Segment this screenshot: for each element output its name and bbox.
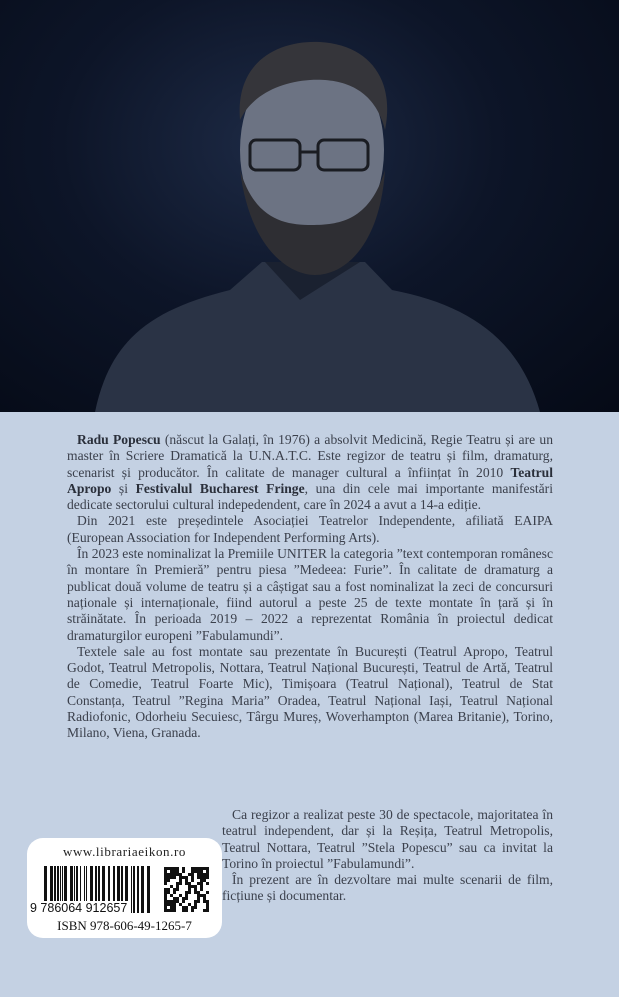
- qr-module: [182, 906, 185, 909]
- qr-module: [191, 870, 194, 873]
- qr-module: [164, 882, 167, 885]
- qr-module: [206, 882, 209, 885]
- qr-module: [194, 891, 197, 894]
- qr-module: [197, 900, 200, 903]
- qr-module: [170, 894, 173, 897]
- bio-paragraph-3: În 2023 este nominalizat la Premiile UNITER la categoria ”text contemporan românesc în montare în Premieră” pentru piesa ”Medeea: Furie”. În calitate de dramaturg a publicat două volume de teatru și a câștigat sau a fost nominalizat la zeci de concursuri naționale și internaționale, fiind autorul a peste 25 de texte montate în țară și în străinătate. În perioada 2019 – 2022 a reprezentat România în proiectul dedicat dramaturgilor europeni ”Fabulamundi”.: [67, 546, 553, 643]
- qr-module: [206, 873, 209, 876]
- qr-module: [182, 867, 185, 870]
- qr-module: [203, 867, 206, 870]
- qr-module: [182, 909, 185, 912]
- author-silhouette: [0, 0, 619, 412]
- qr-module: [167, 903, 170, 906]
- qr-module: [194, 900, 197, 903]
- qr-module: [167, 876, 170, 879]
- qr-module: [167, 900, 170, 903]
- qr-module: [185, 876, 188, 879]
- qr-module: [182, 870, 185, 873]
- qr-module: [200, 879, 203, 882]
- qr-module: [170, 900, 173, 903]
- qr-module: [203, 876, 206, 879]
- qr-module: [203, 900, 206, 903]
- qr-module: [194, 870, 197, 873]
- qr-module: [164, 870, 167, 873]
- qr-module: [185, 879, 188, 882]
- qr-module: [170, 867, 173, 870]
- qr-module: [164, 909, 167, 912]
- qr-module: [173, 906, 176, 909]
- qr-module: [173, 867, 176, 870]
- ean-number: 9 786064 912657: [30, 901, 128, 915]
- qr-module: [191, 876, 194, 879]
- qr-module: [176, 885, 179, 888]
- qr-module: [182, 900, 185, 903]
- qr-module: [176, 888, 179, 891]
- qr-module: [206, 906, 209, 909]
- author-bio-continued: [222, 807, 553, 905]
- qr-module: [191, 885, 194, 888]
- qr-module: [173, 888, 176, 891]
- qr-module: [176, 867, 179, 870]
- qr-module: [173, 873, 176, 876]
- barcode-bar: [133, 866, 135, 913]
- qr-module: [200, 873, 203, 876]
- qr-module: [206, 900, 209, 903]
- qr-module: [179, 882, 182, 885]
- qr-module: [173, 903, 176, 906]
- qr-module: [188, 885, 191, 888]
- isbn: ISBN 978-606-49-1265-7: [57, 918, 192, 933]
- qr-module: [176, 873, 179, 876]
- qr-module: [188, 891, 191, 894]
- qr-module: [176, 870, 179, 873]
- qr-module: [164, 879, 167, 882]
- bio-bold-festival: Festivalul Bucharest Fringe: [135, 480, 305, 496]
- qr-module: [194, 885, 197, 888]
- qr-module: [179, 876, 182, 879]
- qr-module: [164, 867, 167, 870]
- qr-module: [203, 873, 206, 876]
- qr-module: [194, 906, 197, 909]
- qr-module: [173, 909, 176, 912]
- qr-module: [173, 876, 176, 879]
- qr-module: [188, 882, 191, 885]
- qr-module: [194, 867, 197, 870]
- qr-module: [182, 897, 185, 900]
- qr-module: [200, 876, 203, 879]
- author-photo: [0, 0, 619, 412]
- bio-paragraph-1: [67, 432, 553, 513]
- bio-text: , una din cele mai importante manifestări dedicate sectorului cultural indepedendent, care în 2024 a avut a 14-a ediție.: [67, 480, 553, 513]
- qr-module: [206, 876, 209, 879]
- bio-bold-theatre: Teatrul Apropo: [67, 464, 553, 496]
- qr-module: [203, 879, 206, 882]
- qr-module: [200, 882, 203, 885]
- qr-module: [170, 870, 173, 873]
- qr-module: [176, 882, 179, 885]
- qr-module: [185, 906, 188, 909]
- qr-module: [164, 897, 167, 900]
- qr-module: [170, 906, 173, 909]
- qr-module: [185, 909, 188, 912]
- qr-module: [191, 879, 194, 882]
- barcode-bar: [147, 866, 150, 913]
- qr-module: [164, 891, 167, 894]
- qr-module: [179, 879, 182, 882]
- qr-module: [167, 879, 170, 882]
- qr-module: [191, 909, 194, 912]
- qr-module: [167, 909, 170, 912]
- qr-module: [206, 870, 209, 873]
- qr-module: [185, 891, 188, 894]
- bio-text: (născut la Galați, în 1976) a absolvit Medicină, Regie Teatru și are un master în Scriere Dramatică la U.N.A.T.C. Este regizor de teatru și film, dramaturg, scenarist și producător. În calitate de manager cultural a înființat în 2010: [67, 432, 553, 480]
- bio-paragraph-5: Ca regizor a realizat peste 30 de spectacole, majoritatea în teatrul independent, dar și la Reșița, Teatrul Metropolis, Teatrul Nottara, Teatrul ”Stela Popescu” sau ca invitat la Torino în proiectul ”Fabulamundi”.: [222, 807, 553, 871]
- qr-module: [167, 873, 170, 876]
- qr-module: [173, 891, 176, 894]
- qr-module: [173, 900, 176, 903]
- qr-module: [164, 906, 167, 909]
- qr-code-icon: [164, 867, 209, 913]
- qr-module: [167, 888, 170, 891]
- qr-module: [188, 903, 191, 906]
- qr-module: [200, 870, 203, 873]
- qr-module: [164, 903, 167, 906]
- qr-module: [173, 897, 176, 900]
- qr-module: [200, 888, 203, 891]
- author-name: Radu Popescu: [77, 432, 161, 447]
- qr-module: [200, 894, 203, 897]
- qr-module: [170, 873, 173, 876]
- qr-module: [176, 900, 179, 903]
- qr-module: [176, 897, 179, 900]
- qr-module: [164, 888, 167, 891]
- qr-module: [179, 873, 182, 876]
- publisher-url: www.librariaeikon.ro: [62, 844, 187, 859]
- qr-module: [188, 873, 191, 876]
- barcode-bar: [141, 866, 144, 913]
- bio-paragraph-6: În prezent are în dezvoltare mai multe scenarii de film, ficțiune și documentar.: [222, 872, 553, 904]
- qr-module: [188, 888, 191, 891]
- qr-module: [203, 897, 206, 900]
- qr-module: [191, 867, 194, 870]
- qr-module: [200, 867, 203, 870]
- barcode-label: [27, 838, 222, 938]
- qr-module: [203, 909, 206, 912]
- qr-module: [170, 903, 173, 906]
- qr-module: [191, 906, 194, 909]
- qr-module: [197, 897, 200, 900]
- qr-module: [194, 903, 197, 906]
- qr-module: [164, 876, 167, 879]
- qr-module: [167, 891, 170, 894]
- qr-module: [206, 867, 209, 870]
- qr-module: [170, 885, 173, 888]
- qr-module: [173, 870, 176, 873]
- qr-module: [185, 882, 188, 885]
- qr-module: [197, 876, 200, 879]
- qr-module: [185, 894, 188, 897]
- qr-module: [200, 885, 203, 888]
- qr-module: [185, 897, 188, 900]
- qr-module: [170, 909, 173, 912]
- author-bio: [67, 432, 553, 742]
- qr-module: [182, 876, 185, 879]
- qr-module: [203, 894, 206, 897]
- qr-module: [197, 870, 200, 873]
- qr-module: [197, 894, 200, 897]
- qr-module: [197, 891, 200, 894]
- qr-module: [191, 873, 194, 876]
- qr-module: [206, 903, 209, 906]
- qr-module: [206, 891, 209, 894]
- qr-module: [197, 882, 200, 885]
- bio-paragraph-4: Textele sale au fost montate sau prezentate în București (Teatrul Apropo, Teatrul Godot, Teatrul Metropolis, Nottara, Teatrul Național București, Teatrul de Artă, Teatrul de Comedie, Teatrul Foarte Mic), Timișoara (Teatrul Național), Teatrul de Stat Constanța, Teatrul ”Regina Maria” Oradea, Teatrul Național Iași, Teatrul Național Radiofonic, Odorheiu Secuiesc, Târgu Mureș, Woverhampton (Marea Britanie), Torino, Milano, Viena, Granada.: [67, 643, 553, 741]
- barcode-bar: [131, 866, 132, 913]
- qr-module: [164, 894, 167, 897]
- qr-module: [170, 876, 173, 879]
- bio-text: și: [111, 480, 136, 496]
- qr-module: [179, 903, 182, 906]
- barcode-bar: [137, 866, 139, 913]
- qr-module: [164, 873, 167, 876]
- qr-module: [167, 867, 170, 870]
- qr-module: [206, 909, 209, 912]
- qr-module: [197, 867, 200, 870]
- qr-module: [197, 873, 200, 876]
- qr-module: [164, 900, 167, 903]
- bio-paragraph-2: Din 2021 este președintele Asociației Teatrelor Independente, afiliată EAIPA (European Association for Independent Performing Arts).: [67, 513, 553, 545]
- qr-module: [179, 894, 182, 897]
- qr-module: [194, 888, 197, 891]
